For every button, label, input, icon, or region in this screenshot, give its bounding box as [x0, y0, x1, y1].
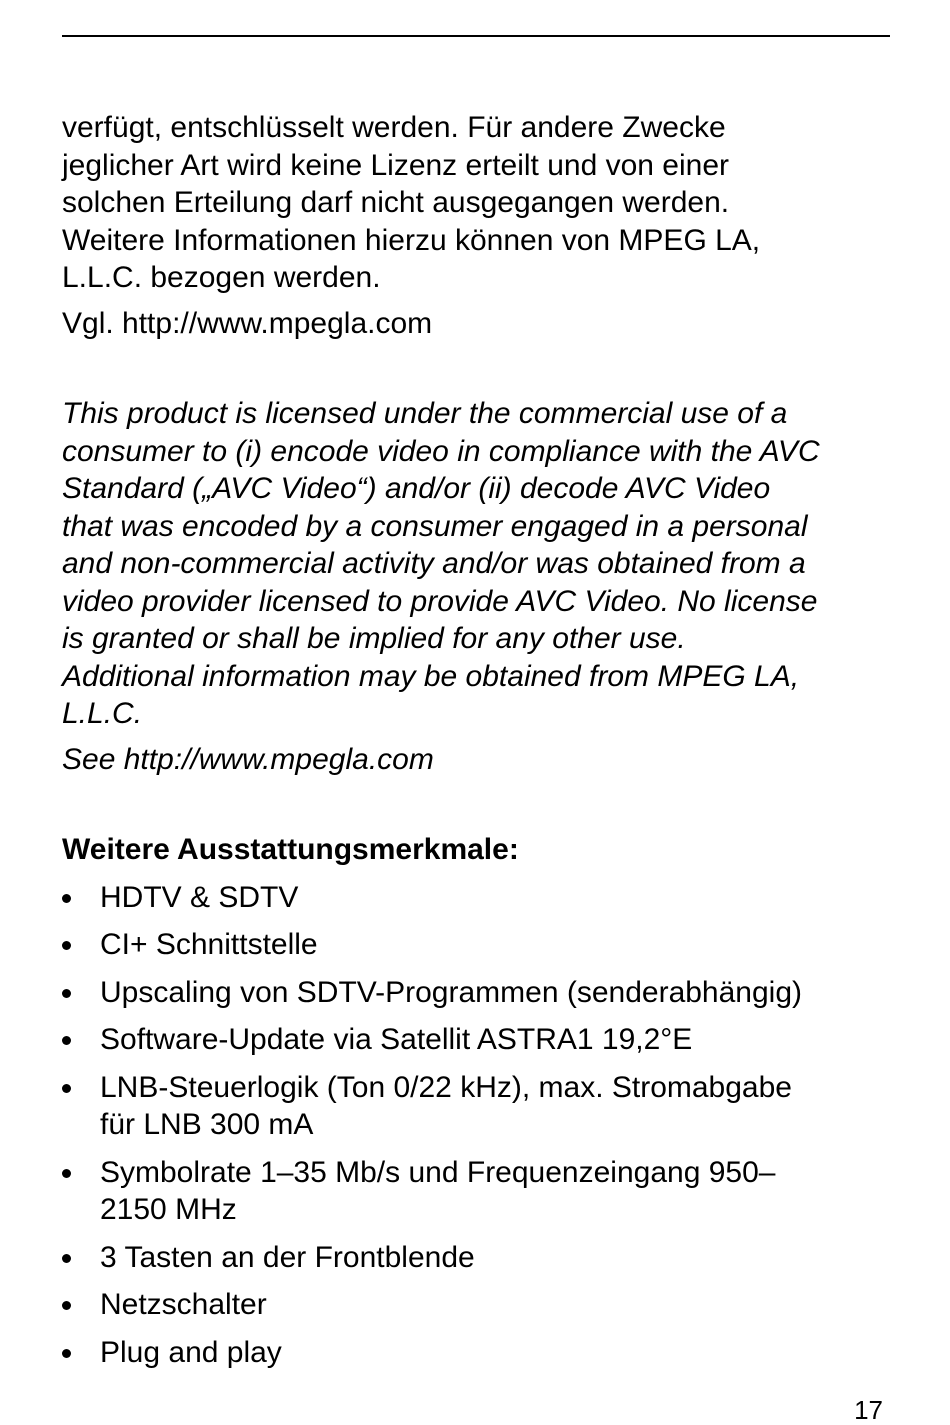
list-item-text: 2150 MHz: [100, 1193, 237, 1226]
text-line: and non-commercial activity and/or was obtained from a: [62, 547, 806, 580]
text-line: that was encoded by a consumer engaged in a personal: [62, 509, 808, 543]
list-item: [62, 1334, 897, 1372]
features-list: [62, 879, 897, 1372]
features-heading: Weitere Ausstattungsmerkmale:: [62, 833, 519, 866]
list-item-text: Netzschalter: [100, 1288, 267, 1321]
german-license-paragraph: [62, 109, 897, 297]
bullet-icon: [62, 1254, 71, 1263]
list-item: [62, 1069, 897, 1144]
page-content: [62, 109, 897, 1381]
list-item-text: HDTV & SDTV: [100, 880, 299, 914]
list-item: [62, 879, 897, 917]
list-item-text: Upscaling von SDTV-Programmen (senderabhängig): [100, 975, 803, 1009]
text-line: consumer to (i) encode video in compliance with the AVC: [62, 434, 820, 468]
list-item: [62, 974, 897, 1012]
bullet-icon: [62, 1301, 71, 1310]
english-license-url: See http://www.mpegla.com: [62, 742, 434, 776]
list-item-text: Symbolrate 1–35 Mb/s und Frequenzeingang 950–: [100, 1155, 776, 1189]
list-item: [62, 1021, 897, 1059]
bullet-icon: [62, 989, 71, 998]
list-item-text: Plug and play: [100, 1335, 282, 1369]
list-item-text: LNB-Steuerlogik (Ton 0/22 kHz), max. Stromabgabe: [100, 1070, 792, 1104]
text-line: Weitere Informationen hierzu können von MPEG LA,: [62, 223, 761, 257]
german-license-url: Vgl. http://www.mpegla.com: [62, 306, 433, 340]
bullet-icon: [62, 894, 71, 903]
bullet-icon: [62, 1349, 71, 1358]
bullet-icon: [62, 1084, 71, 1093]
german-license-text: [62, 109, 897, 342]
list-item: [62, 1154, 897, 1229]
english-license-paragraph: [62, 395, 897, 733]
list-item: [62, 1239, 897, 1277]
list-item-text: für LNB 300 mA: [100, 1108, 314, 1141]
list-item: [62, 1286, 897, 1324]
text-line: jeglicher Art wird keine Lizenz erteilt und von einer: [62, 148, 730, 182]
text-line: This product is licensed under the commercial use of a: [62, 397, 788, 430]
text-line: Additional information may be obtained from MPEG LA,: [62, 659, 800, 693]
bullet-icon: [62, 1169, 71, 1178]
text-line: is granted or shall be implied for any other use.: [62, 622, 686, 655]
list-item-text: CI+ Schnittstelle: [100, 928, 318, 961]
list-item: [62, 926, 897, 964]
page-number: 17: [854, 1395, 883, 1425]
text-line: verfügt, entschlüsselt werden. Für andere Zwecke: [62, 111, 726, 144]
english-license-text: [62, 395, 897, 778]
bullet-icon: [62, 1036, 71, 1045]
list-item-text: 3 Tasten an der Frontblende: [100, 1240, 475, 1274]
bullet-icon: [62, 941, 71, 950]
header-rule: [62, 35, 890, 37]
text-line: Standard („AVC Video“) and/or (ii) decode AVC Video: [62, 472, 771, 505]
text-line: L.L.C. bezogen werden.: [62, 261, 381, 294]
text-line: solchen Erteilung darf nicht ausgegangen werden.: [62, 186, 730, 219]
text-line: video provider licensed to provide AVC Video. No license: [62, 584, 818, 618]
list-item-text: Software-Update via Satellit ASTRA1 19,2°E: [100, 1023, 693, 1056]
text-line: L.L.C.: [62, 697, 143, 730]
